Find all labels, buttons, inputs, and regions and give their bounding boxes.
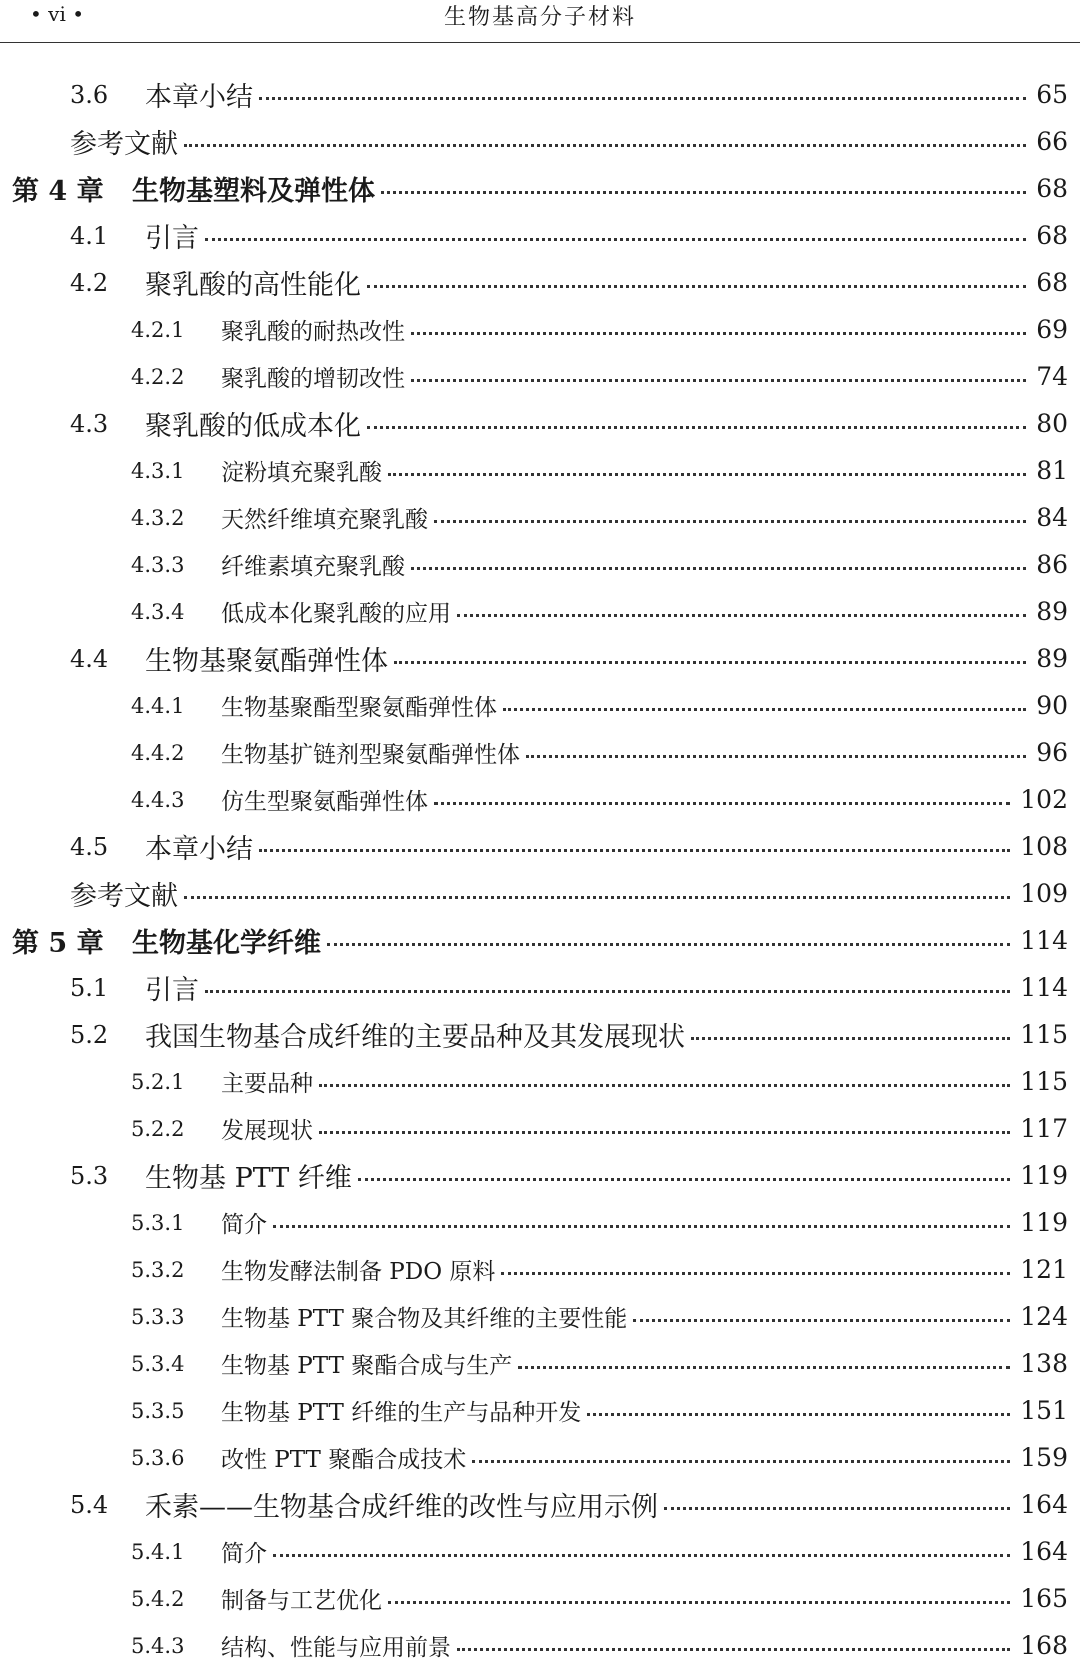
toc-entry-number: 5.3.2 bbox=[131, 1257, 185, 1282]
toc-entry-page-number: 138 bbox=[1020, 1349, 1068, 1378]
toc-entry-title: 简介 bbox=[221, 1541, 267, 1567]
toc-subsection-entry[interactable] bbox=[0, 682, 1080, 729]
toc-entry-title: 聚乳酸的高性能化 bbox=[145, 270, 361, 301]
dot-leader bbox=[205, 238, 1026, 241]
dot-leader bbox=[259, 849, 1010, 852]
toc-entry-title: 生物基聚氨酯弹性体 bbox=[145, 646, 388, 677]
toc-entry-number: 5.3.1 bbox=[131, 1210, 185, 1235]
toc-subsection-entry[interactable] bbox=[0, 1340, 1080, 1387]
toc-entry-title: 生物基 PTT 纤维的生产与品种开发 bbox=[221, 1400, 582, 1426]
toc-entry-number: 4.3 bbox=[70, 409, 109, 438]
toc-section-entry[interactable] bbox=[0, 1152, 1080, 1199]
toc-section-entry[interactable] bbox=[0, 71, 1080, 118]
toc-entry-page-number: 115 bbox=[1020, 1020, 1068, 1049]
toc-entry-title: 生物基扩链剂型聚氨酯弹性体 bbox=[221, 742, 520, 768]
toc-entry-number: 3.6 bbox=[70, 80, 109, 109]
toc-section-entry[interactable] bbox=[0, 635, 1080, 682]
toc-entry-page-number: 65 bbox=[1036, 80, 1068, 109]
page-folio: • vi • bbox=[30, 2, 85, 26]
toc-entry-title: 引言 bbox=[145, 223, 199, 254]
toc-section-entry[interactable] bbox=[0, 212, 1080, 259]
toc-subsection-entry[interactable] bbox=[0, 1199, 1080, 1246]
dot-leader bbox=[184, 144, 1026, 147]
toc-section-entry[interactable] bbox=[0, 823, 1080, 870]
dot-leader bbox=[388, 1601, 1010, 1604]
toc-entry-title: 制备与工艺优化 bbox=[221, 1588, 382, 1614]
toc-entry-number: 5.3.5 bbox=[131, 1398, 185, 1423]
dot-leader bbox=[472, 1460, 1010, 1463]
toc-entry-number: 4.2.1 bbox=[131, 317, 185, 342]
dot-leader bbox=[411, 379, 1026, 382]
toc-entry-title: 参考文献 bbox=[70, 881, 178, 912]
dot-leader bbox=[518, 1366, 1010, 1369]
toc-entry-number: 4.5 bbox=[70, 832, 109, 861]
toc-entry-page-number: 114 bbox=[1020, 926, 1068, 955]
toc-entry-title: 低成本化聚乳酸的应用 bbox=[221, 601, 451, 627]
dot-leader bbox=[388, 473, 1026, 476]
dot-leader bbox=[319, 1084, 1010, 1087]
toc-entry-number: 4.2.2 bbox=[131, 364, 185, 389]
dot-leader bbox=[633, 1319, 1010, 1322]
toc-entry-title: 天然纤维填充聚乳酸 bbox=[221, 507, 428, 533]
toc-section-entry[interactable] bbox=[0, 400, 1080, 447]
toc-entry-page-number: 164 bbox=[1020, 1490, 1068, 1519]
toc-entry-title: 我国生物基合成纤维的主要品种及其发展现状 bbox=[145, 1022, 685, 1053]
toc-entry-number: 4.3.2 bbox=[131, 505, 185, 530]
dot-leader bbox=[501, 1272, 1010, 1275]
toc-entry-title: 禾素——生物基合成纤维的改性与应用示例 bbox=[145, 1492, 658, 1523]
toc-entry-page-number: 119 bbox=[1020, 1208, 1068, 1237]
toc-entry-number: 5.1 bbox=[70, 973, 109, 1002]
toc-entry-page-number: 68 bbox=[1036, 174, 1068, 203]
toc-subsection-entry[interactable] bbox=[0, 306, 1080, 353]
toc-entry-number: 5.4.3 bbox=[131, 1633, 185, 1658]
toc-entry-page-number: 86 bbox=[1036, 550, 1068, 579]
toc-subsection-entry[interactable] bbox=[0, 1528, 1080, 1575]
dot-leader bbox=[381, 191, 1026, 194]
toc-entry-page-number: 119 bbox=[1020, 1161, 1068, 1190]
toc-entry-title: 生物基化学纤维 bbox=[132, 928, 321, 959]
toc-entry-number: 5.4.1 bbox=[131, 1539, 185, 1564]
dot-leader bbox=[457, 1648, 1010, 1651]
toc-entry-page-number: 108 bbox=[1020, 832, 1068, 861]
toc-entry-page-number: 96 bbox=[1036, 738, 1068, 767]
toc-entry-number: 5.2.1 bbox=[131, 1069, 185, 1094]
table-of-contents bbox=[0, 71, 1080, 1669]
toc-entry-page-number: 89 bbox=[1036, 644, 1068, 673]
toc-entry-page-number: 80 bbox=[1036, 409, 1068, 438]
toc-entry-title: 生物基聚酯型聚氨酯弹性体 bbox=[221, 695, 497, 721]
toc-entry-page-number: 115 bbox=[1020, 1067, 1068, 1096]
toc-entry-number: 5.4.2 bbox=[131, 1586, 185, 1611]
toc-section-entry[interactable] bbox=[0, 259, 1080, 306]
toc-entry-page-number: 84 bbox=[1036, 503, 1068, 532]
toc-entry-number: 4.4.1 bbox=[131, 693, 185, 718]
toc-entry-page-number: 68 bbox=[1036, 221, 1068, 250]
toc-entry-page-number: 69 bbox=[1036, 315, 1068, 344]
toc-entry-number: 5.2.2 bbox=[131, 1116, 185, 1141]
running-title: 生物基高分子材料 bbox=[443, 5, 636, 30]
toc-entry-number: 4.1 bbox=[70, 221, 109, 250]
page-header bbox=[0, 0, 1080, 43]
toc-entry-title: 仿生型聚氨酯弹性体 bbox=[221, 789, 428, 815]
toc-subsection-entry[interactable] bbox=[0, 1622, 1080, 1669]
dot-leader bbox=[691, 1037, 1010, 1040]
toc-subsection-entry[interactable] bbox=[0, 541, 1080, 588]
toc-entry-number: 5.4 bbox=[70, 1490, 109, 1519]
toc-entry-page-number: 68 bbox=[1036, 268, 1068, 297]
toc-entry-page-number: 159 bbox=[1020, 1443, 1068, 1472]
toc-entry-page-number: 74 bbox=[1036, 362, 1068, 391]
toc-entry-title: 聚乳酸的耐热改性 bbox=[221, 319, 405, 345]
toc-entry-number: 4.3.1 bbox=[131, 458, 185, 483]
toc-entry-page-number: 109 bbox=[1020, 879, 1068, 908]
dot-leader bbox=[205, 990, 1010, 993]
toc-entry-page-number: 102 bbox=[1020, 785, 1068, 814]
toc-subsection-entry[interactable] bbox=[0, 494, 1080, 541]
dot-leader bbox=[457, 614, 1026, 617]
toc-chapter-entry[interactable] bbox=[0, 165, 1080, 212]
toc-subsection-entry[interactable] bbox=[0, 776, 1080, 823]
toc-entry-number: 4.4.2 bbox=[131, 740, 185, 765]
toc-subsection-entry[interactable] bbox=[0, 729, 1080, 776]
toc-entry-title: 生物基 PTT 聚合物及其纤维的主要性能 bbox=[221, 1306, 628, 1332]
toc-section-entry[interactable] bbox=[0, 870, 1080, 917]
toc-entry-title: 本章小结 bbox=[145, 82, 253, 113]
toc-entry-title: 生物基塑料及弹性体 bbox=[132, 176, 375, 207]
toc-entry-title: 简介 bbox=[221, 1212, 267, 1238]
toc-entry-number: 5.2 bbox=[70, 1020, 109, 1049]
dot-leader bbox=[411, 567, 1026, 570]
dot-leader bbox=[273, 1225, 1010, 1228]
toc-entry-title: 聚乳酸的低成本化 bbox=[145, 411, 361, 442]
toc-entry-page-number: 114 bbox=[1020, 973, 1068, 1002]
toc-chapter-entry[interactable] bbox=[0, 917, 1080, 964]
toc-entry-number: 4.4 bbox=[70, 644, 109, 673]
toc-entry-title: 结构、性能与应用前景 bbox=[221, 1635, 451, 1661]
toc-section-entry[interactable] bbox=[0, 1011, 1080, 1058]
toc-entry-page-number: 117 bbox=[1020, 1114, 1068, 1143]
toc-subsection-entry[interactable] bbox=[0, 1058, 1080, 1105]
toc-entry-page-number: 168 bbox=[1020, 1631, 1068, 1660]
toc-subsection-entry[interactable] bbox=[0, 1387, 1080, 1434]
dot-leader bbox=[503, 708, 1026, 711]
toc-entry-title: 主要品种 bbox=[221, 1071, 313, 1097]
toc-entry-title: 聚乳酸的增韧改性 bbox=[221, 366, 405, 392]
toc-entry-number: 5.3 bbox=[70, 1161, 109, 1190]
toc-subsection-entry[interactable] bbox=[0, 1434, 1080, 1481]
dot-leader bbox=[411, 332, 1026, 335]
toc-entry-title: 改性 PTT 聚酯合成技术 bbox=[221, 1447, 467, 1473]
toc-entry-number: 5.3.4 bbox=[131, 1351, 185, 1376]
toc-entry-title: 发展现状 bbox=[221, 1118, 313, 1144]
dot-leader bbox=[434, 520, 1026, 523]
toc-entry-page-number: 151 bbox=[1020, 1396, 1068, 1425]
dot-leader bbox=[526, 755, 1026, 758]
toc-subsection-entry[interactable] bbox=[0, 353, 1080, 400]
toc-entry-title: 纤维素填充聚乳酸 bbox=[221, 554, 405, 580]
toc-entry-page-number: 66 bbox=[1036, 127, 1068, 156]
dot-leader bbox=[319, 1131, 1010, 1134]
toc-subsection-entry[interactable] bbox=[0, 1293, 1080, 1340]
toc-entry-number: 第 4 章 bbox=[12, 176, 104, 207]
toc-entry-page-number: 121 bbox=[1020, 1255, 1068, 1284]
toc-section-entry[interactable] bbox=[0, 964, 1080, 1011]
toc-entry-page-number: 90 bbox=[1036, 691, 1068, 720]
toc-entry-title: 引言 bbox=[145, 975, 199, 1006]
dot-leader bbox=[273, 1554, 1010, 1557]
toc-entry-title: 生物发酵法制备 PDO 原料 bbox=[221, 1259, 496, 1285]
dot-leader bbox=[184, 896, 1010, 899]
toc-entry-title: 淀粉填充聚乳酸 bbox=[221, 460, 382, 486]
toc-subsection-entry[interactable] bbox=[0, 1246, 1080, 1293]
toc-entry-page-number: 124 bbox=[1020, 1302, 1068, 1331]
toc-entry-number: 4.2 bbox=[70, 268, 109, 297]
toc-entry-number: 5.3.6 bbox=[131, 1445, 185, 1470]
toc-section-entry[interactable] bbox=[0, 1481, 1080, 1528]
dot-leader bbox=[358, 1178, 1010, 1181]
toc-entry-title: 生物基 PTT 聚酯合成与生产 bbox=[221, 1353, 513, 1379]
toc-entry-page-number: 165 bbox=[1020, 1584, 1068, 1613]
toc-entry-page-number: 164 bbox=[1020, 1537, 1068, 1566]
dot-leader bbox=[367, 426, 1026, 429]
toc-entry-number: 4.4.3 bbox=[131, 787, 185, 812]
toc-entry-number: 5.3.3 bbox=[131, 1304, 185, 1329]
dot-leader bbox=[434, 802, 1010, 805]
toc-entry-number: 第 5 章 bbox=[12, 928, 104, 959]
dot-leader bbox=[367, 285, 1026, 288]
toc-entry-number: 4.3.3 bbox=[131, 552, 185, 577]
dot-leader bbox=[587, 1413, 1010, 1416]
toc-subsection-entry[interactable] bbox=[0, 1575, 1080, 1622]
dot-leader bbox=[664, 1507, 1010, 1510]
toc-entry-title: 本章小结 bbox=[145, 834, 253, 865]
toc-entry-title: 生物基 PTT 纤维 bbox=[145, 1163, 352, 1194]
toc-section-entry[interactable] bbox=[0, 118, 1080, 165]
toc-entry-page-number: 81 bbox=[1036, 456, 1068, 485]
toc-entry-title: 参考文献 bbox=[70, 129, 178, 160]
toc-entry-page-number: 89 bbox=[1036, 597, 1068, 626]
toc-subsection-entry[interactable] bbox=[0, 1105, 1080, 1152]
dot-leader bbox=[259, 97, 1026, 100]
dot-leader bbox=[394, 661, 1026, 664]
toc-subsection-entry[interactable] bbox=[0, 588, 1080, 635]
dot-leader bbox=[327, 943, 1010, 946]
toc-subsection-entry[interactable] bbox=[0, 447, 1080, 494]
toc-entry-number: 4.3.4 bbox=[131, 599, 185, 624]
